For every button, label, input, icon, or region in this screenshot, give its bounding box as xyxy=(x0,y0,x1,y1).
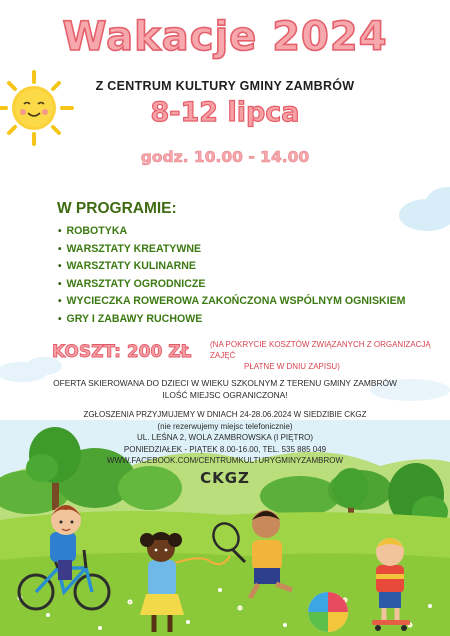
offer-text xyxy=(0,378,450,401)
list-item: • WARSZTATY KREATYWNE xyxy=(58,241,406,259)
cost-note-line: (NA POKRYCIE KOSZTÓW ZWIĄZANYCH Z ORGANIZACJĄ ZAJĘĆ xyxy=(210,340,431,360)
cloud-icon xyxy=(399,187,450,231)
cost-note-line: PŁATNE W DNIU ZAPISU) xyxy=(244,362,340,371)
info-line: (nie rezerwujemy miejsc telefonicznie) xyxy=(157,421,293,431)
event-hours: godz. 10.00 - 14.00 xyxy=(140,148,310,166)
list-item: • WARSZTATY KULINARNE xyxy=(58,258,406,276)
registration-info xyxy=(0,409,450,467)
facebook-link[interactable]: WWW.FACEBOOK.COM/CENTRUMKULTURYGMINYZAMBROW xyxy=(106,456,344,466)
ckgz-logo: CKGZ xyxy=(200,469,250,487)
program-list xyxy=(58,223,406,328)
program-heading: W PROGRAMIE: xyxy=(57,200,177,217)
cost-note xyxy=(210,339,446,372)
event-dates: 8-12 lipca xyxy=(150,97,300,128)
list-item: • GRY I ZABAWY RUCHOWE xyxy=(58,311,406,329)
beach-ball-icon xyxy=(308,592,348,632)
info-line: UL. LEŚNA 2, WOLA ZAMBROWSKA (I PIĘTRO) xyxy=(136,433,314,443)
list-item: • WARSZTATY OGRODNICZE xyxy=(58,276,406,294)
cost-label: KOSZT: 200 ZŁ xyxy=(52,342,192,362)
offer-line: OFERTA SKIEROWANA DO DZIECI W WIEKU SZKOLNYM Z TERENU GMINY ZAMBRÓW xyxy=(53,378,397,388)
offer-line: ILOŚĆ MIEJSC OGRANICZONA! xyxy=(162,389,288,400)
poster-title: Wakacje 2024 xyxy=(62,14,388,60)
info-line: ZGŁOSZENIA PRZYJMUJEMY W DNIACH 24-28.06.2024 W SIEDZIBIE CKGZ xyxy=(83,410,367,419)
info-line: PONIEDZIAŁEK - PIĄTEK 8.00-16.00, TEL. 535 885 049 xyxy=(123,444,327,454)
organizer-subtitle: Z CENTRUM KULTURY GMINY ZAMBRÓW xyxy=(95,79,355,93)
list-item: • ROBOTYKA xyxy=(58,223,406,241)
list-item: • WYCIECZKA ROWEROWA ZAKOŃCZONA WSPÓLNYM OGNISKIEM xyxy=(58,293,406,311)
